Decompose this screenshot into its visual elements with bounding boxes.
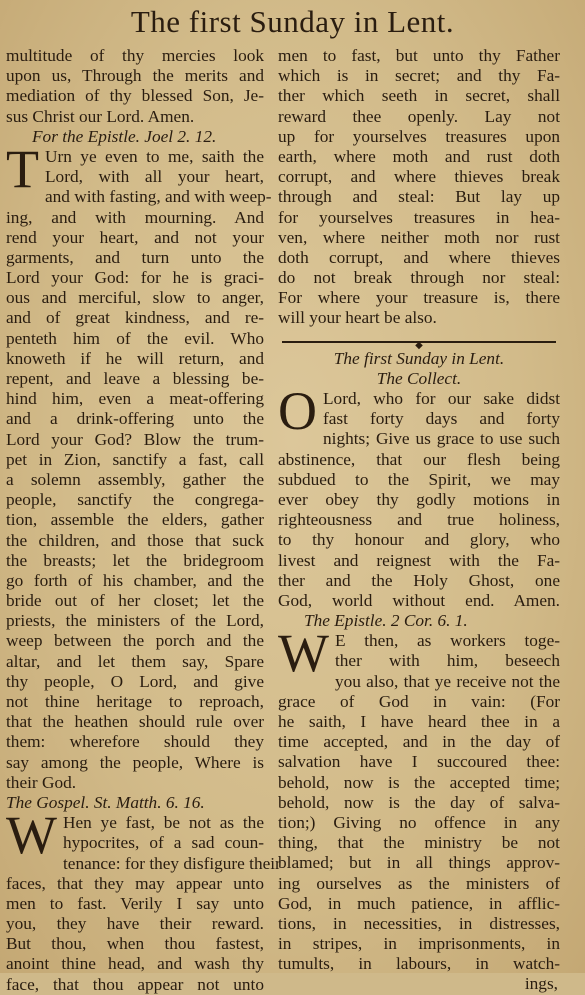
text-line: faces, that they may appear unto (6, 873, 264, 893)
text-line: righteousness and true holiness, (278, 510, 560, 530)
text-line: blamed; but in all things approv- (278, 853, 560, 873)
text-line: say among the people, Where is (6, 752, 264, 772)
section-heading: The first Sunday in Lent. (333, 348, 505, 368)
text-line: rend your heart, and not your (6, 227, 264, 247)
text-line: you, they have their reward. (6, 914, 264, 934)
text-line: bride out of her closet; let the (6, 591, 264, 611)
text-line: But thou, when thou fastest, (6, 934, 264, 954)
text-line: pet in Zion, sanctify a fast, call (6, 449, 264, 469)
text-line: ven, where neither moth nor rust (278, 227, 560, 247)
text-line: face, that thou appear not unto (6, 974, 264, 994)
text-line: upon us, Through the merits and (6, 66, 264, 86)
text-line: Hen ye fast, be not as the (62, 813, 264, 833)
drop-capital: W (6, 805, 57, 866)
drop-capital: T (6, 138, 39, 199)
text-line: thing, that the ministry be not (278, 833, 560, 853)
text-line: he saith, I have heard thee in a (278, 712, 560, 731)
text-line: livest and reignest with the Fa- (278, 550, 560, 570)
text-line: that the heathen should rule over (6, 712, 264, 732)
collect-heading: The Collect. (376, 368, 462, 388)
text-line: and a drink-offering unto the (6, 409, 264, 429)
text-line: multitude of thy mercies look (6, 46, 264, 65)
text-line: ther which seeth in secret, shall (278, 86, 560, 106)
text-line: hind him, even a meat-offering (6, 389, 264, 409)
text-line: ever obey thy godly motions in (278, 489, 560, 509)
text-line: grace of God in vain: (For (278, 691, 560, 711)
text-line: Lord, who for our sake didst (323, 389, 560, 408)
text-line: repent, and leave a blessing be- (6, 369, 264, 388)
gospel-heading: The Gospel. St. Matth. 6. 16. (6, 792, 205, 812)
right-column (278, 46, 560, 995)
text-line: up for yourselves treasures upon (278, 126, 560, 146)
drop-capital: W (278, 623, 329, 684)
text-line: tenance: for they disfigure their (62, 853, 281, 873)
text-line: Lord your God: for he is graci- (6, 268, 264, 288)
text-line: for yourselves treasures in hea- (278, 207, 560, 227)
epistle-heading: For the Epistle. Joel 2. 12. (32, 126, 217, 146)
text-line: anoint thine head, and wash thy (6, 954, 264, 974)
text-line: earth, where moth and rust doth (278, 146, 560, 166)
text-line: in stripes, in imprisonments, in (278, 934, 560, 954)
text-line: reward thee openly. Lay not (278, 106, 560, 126)
text-line: tions, in necessities, in distresses, (278, 913, 560, 933)
collect-text (278, 429, 560, 611)
text-line: men to fast. Verily I say unto (6, 893, 264, 913)
text-line: God, in much patience, in afflic- (278, 893, 560, 913)
text-line: through and steal: But lay up (278, 187, 560, 207)
text-line: priests, the ministers of the Lord, (6, 611, 264, 631)
text-line: will your heart be also. (278, 308, 437, 328)
left-column (6, 46, 281, 995)
text-line: and of great kindness, and re- (6, 308, 264, 328)
epistle-corinthians-text (278, 672, 560, 975)
epistle-heading: The Epistle. 2 Cor. 6. 1. (304, 611, 468, 631)
section-divider (282, 339, 556, 351)
text-line: ing ourselves as the ministers of (278, 873, 560, 893)
text-line: For where your treasure is, there (278, 288, 560, 308)
text-line: and with fasting, and with weep- (45, 187, 272, 207)
text-line: garments, and turn unto the (6, 247, 264, 267)
text-line: salvation have I succoured thee: (278, 752, 560, 772)
text-line: nights; Give us grace to use such (323, 429, 560, 449)
page-title: The first Sunday in Lent. (130, 4, 455, 39)
text-line: which is in secret; and thy Fa- (278, 66, 560, 86)
text-line: Lord your God? Blow the trum- (6, 429, 264, 449)
text-line: ous and merciful, slow to anger, (6, 288, 264, 308)
text-line: ther and the Holy Ghost, one (278, 570, 560, 590)
text-line: to thy honour and glory, who (278, 530, 560, 550)
text-line: tion;) Giving no offence in any (278, 812, 560, 832)
text-line: ther with him, beseech (334, 651, 560, 671)
catchword: ings, (524, 974, 558, 994)
text-line: mediation of thy blessed Son, Je- (6, 86, 264, 106)
text-line: Lord, with all your heart, (45, 167, 264, 187)
gospel-matthew-text (6, 853, 281, 995)
text-line: knoweth if he will return, and (6, 348, 264, 368)
epistle-joel-text (6, 187, 272, 793)
text-line: go forth of his chamber, and the (6, 570, 264, 590)
text-line: tion, assemble the elders, gather (6, 510, 264, 530)
text-line: subdued to the Spirit, we may (278, 469, 560, 489)
text-line: the breasts; let the bridegroom (6, 550, 264, 570)
text-line: not thine heritage to reproach, (6, 692, 264, 711)
text-line: abstinence, that our flesh being (278, 449, 560, 469)
text-line: doth corrupt, and where thieves (278, 247, 560, 267)
text-line: the children, and those that suck (6, 530, 264, 550)
text-line: tumults, in labours, in watch- (278, 954, 560, 974)
text-line: them: wherefore should they (6, 732, 264, 752)
text-line: their God. (6, 772, 77, 792)
text-line: weep between the porch and the (6, 631, 264, 651)
text-line: people, sanctify the congrega- (6, 490, 264, 510)
text-line: Urn ye even to me, saith the (45, 146, 264, 166)
text-line: penteth him of the evil. Who (6, 328, 264, 348)
text-line: sus Christ our Lord. Amen. (6, 106, 195, 126)
text-line: ing, and with mourning. And (6, 207, 264, 227)
text-line: a solemn assembly, gather the (6, 469, 264, 489)
text-line: God, world without end. Amen. (278, 590, 560, 610)
text-line: corrupt, and where thieves break (278, 167, 560, 187)
text-line: thy people, O Lord, and give (6, 671, 264, 691)
drop-capital: O (278, 381, 317, 441)
text-line: behold, now is the accepted time; (278, 772, 560, 792)
text-line: altar, and let them say, Spare (6, 651, 264, 671)
text-line: time accepted, and in the day of (278, 732, 560, 752)
text-line: hypocrites, of a sad coun- (62, 833, 264, 853)
text-line: behold, now is the day of salva- (278, 792, 560, 812)
text-line: men to fast, but unto thy Father (278, 46, 560, 65)
collect-conclusion (6, 46, 264, 127)
text-line: you also, that ye receive not the (334, 671, 560, 691)
text-line: E then, as workers toge- (334, 631, 560, 651)
text-line: fast forty days and forty (323, 409, 560, 429)
gospel-continuation (278, 46, 560, 329)
divider-ornament: ◆ (415, 339, 423, 351)
text-line: do not break through nor steal: (278, 268, 560, 288)
